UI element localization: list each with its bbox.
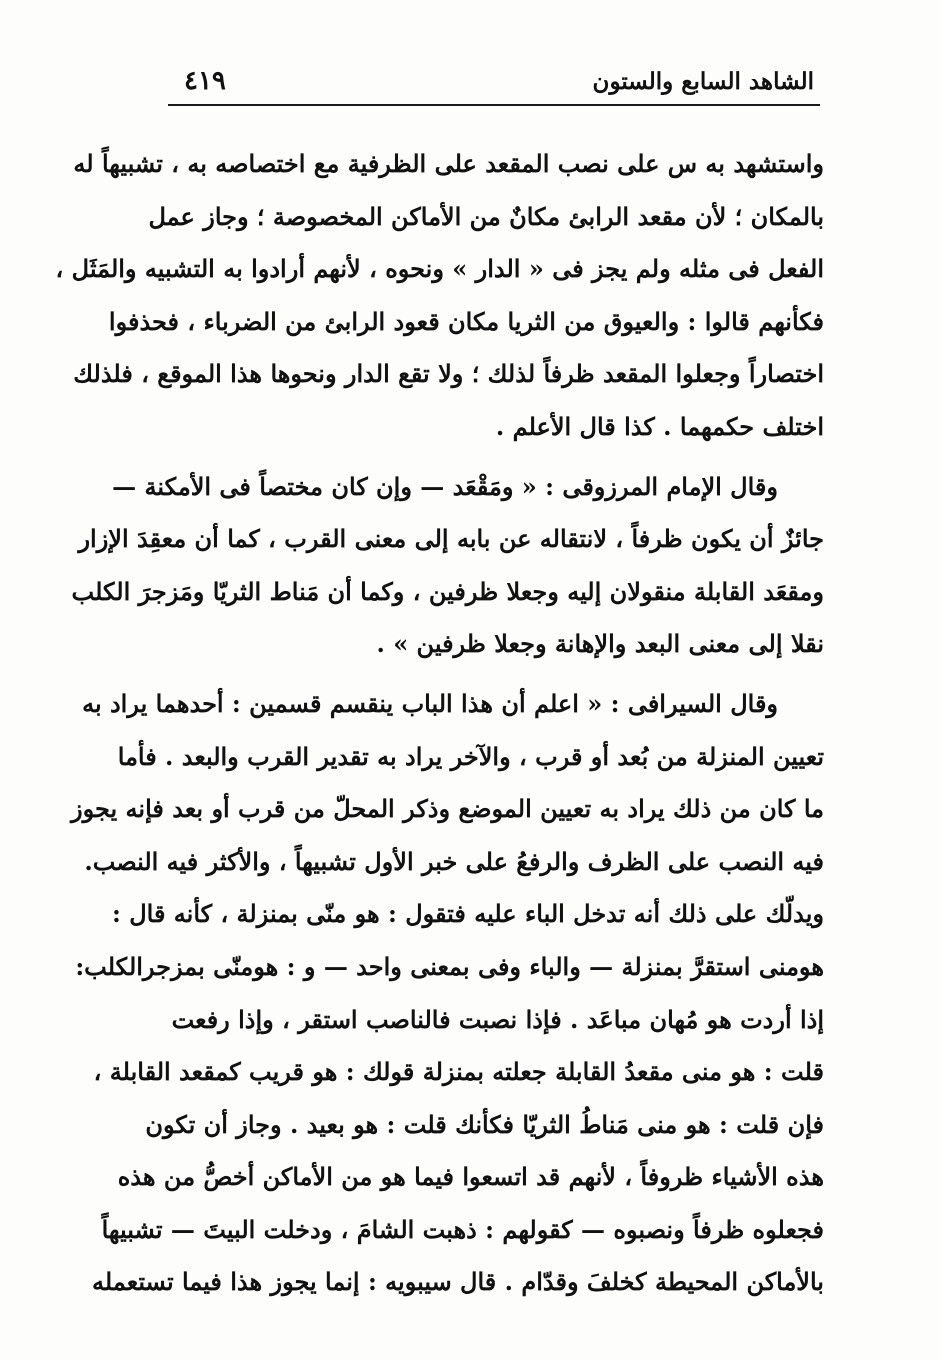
- text-line: هومنى استقرَّ بمنزلة — والباء وفى بمعنى واحد — و : هومنّى بمزجرالكلب:: [75, 951, 824, 981]
- text-line: تعيين المنزلة من بُعد أو قرب ، والآخر يراد به تقدير القرب والبعد . فأما: [117, 741, 824, 771]
- text-line: بالمكان ؛ لأن مقعد الرابئ مكانٌ من الأماكن المخصوصة ؛ وجاز عمل: [148, 201, 824, 231]
- text-line: ومقعَد القابلة منقولان إليه وجعلا ظرفين ، وكما أن مَناط الثريّا ومَزجرَ الكلب: [71, 576, 824, 606]
- body-text: [55, 138, 824, 1309]
- text-line: وقال الإمام المرزوقى : « ومَقْعَد — وإن كان مختصاً فى الأمكنة —: [112, 471, 778, 501]
- text-line: ما كان من ذلك يراد به تعيين الموضع وذكر المحلّ من قرب أو بعد فإنه يجوز: [71, 794, 824, 824]
- page-header: [170, 66, 818, 102]
- paragraph-3: [71, 678, 824, 1309]
- paragraph-gap: [172, 671, 824, 678]
- text-line: فكأنهم قالوا : والعيوق من الثريا مكان قعود الرابئ من الضرباء ، فحذفوا: [108, 306, 824, 336]
- page-number: ٤١٩: [184, 66, 226, 96]
- text-line: اختصاراً وجعلوا المقعد ظرفاً لذلك ؛ ولا تقع الدار ونحوها هذا الموقع ، فلذلك: [73, 359, 824, 389]
- paragraph-gap: [172, 454, 824, 461]
- text-line: إذا أردت هو مُهان مباعَد . فإذا نصبت فالناصب استقر ، وإذا رفعت: [171, 1004, 824, 1034]
- text-line: ويدلّك على ذلك أنه تدخل الباء عليه فتقول : هو منّى بمنزلة ، كأنه قال :: [112, 899, 824, 929]
- text-line: فجعلوه ظرفاً ونصبوه — كقولهم : ذهبت الشامَ ، ودخلت البيتَ — تشبيهاً: [101, 1214, 824, 1244]
- text-line: جائزٌ أن يكون ظرفاً ، لانتقاله عن بابه إلى معنى القرب ، كما أن معقِدَ الإزار: [78, 524, 824, 554]
- text-line: قلت : هو منى مقعدُ القابلة جعلته بمنزلة قولك : هو قريب كمقعد القابلة ،: [93, 1057, 824, 1087]
- text-line: الفعل فى مثله ولم يجز فى « الدار » ونحوه ، لأنهم أرادوا به التشبيه والمَثَل ،: [55, 254, 824, 284]
- paragraph-1: [55, 138, 824, 454]
- text-line: فإن قلت : هو منى مَناطُ الثريّا فكأنك قلت : هو بعيد . وجاز أن تكون: [145, 1109, 824, 1139]
- text-line: نقلا إلى معنى البعد والإهانة وجعلا ظرفين » .: [376, 629, 824, 659]
- text-line: اختلف حكمهما . كذا قال الأعلم .: [495, 411, 824, 441]
- running-title: الشاهد السابع والستون: [592, 68, 814, 95]
- text-line: واستشهد به س على نصب المقعد على الظرفية مع اختصاصه به ، تشبيهاً له: [73, 149, 824, 178]
- text-line: هذه الأشياء ظروفاً ، لأنهم قد اتسعوا فيما هو من الأماكن أخصُّ من هذه: [117, 1162, 824, 1192]
- header-rule: [168, 104, 820, 106]
- paragraph-2: [71, 461, 824, 671]
- text-line: فيه النصب على الظرف والرفعُ على خبر الأول تشبيهاً ، والأكثر فيه النصب.: [84, 846, 824, 876]
- text-line: وقال السيرافى : « اعلم أن هذا الباب ينقسم قسمين : أحدهما يراد به: [82, 688, 778, 718]
- text-line: بالأماكن المحيطة كخلفَ وقدّام . قال سيبويه : إنما يجوز هذا فيما تستعمله: [92, 1267, 824, 1297]
